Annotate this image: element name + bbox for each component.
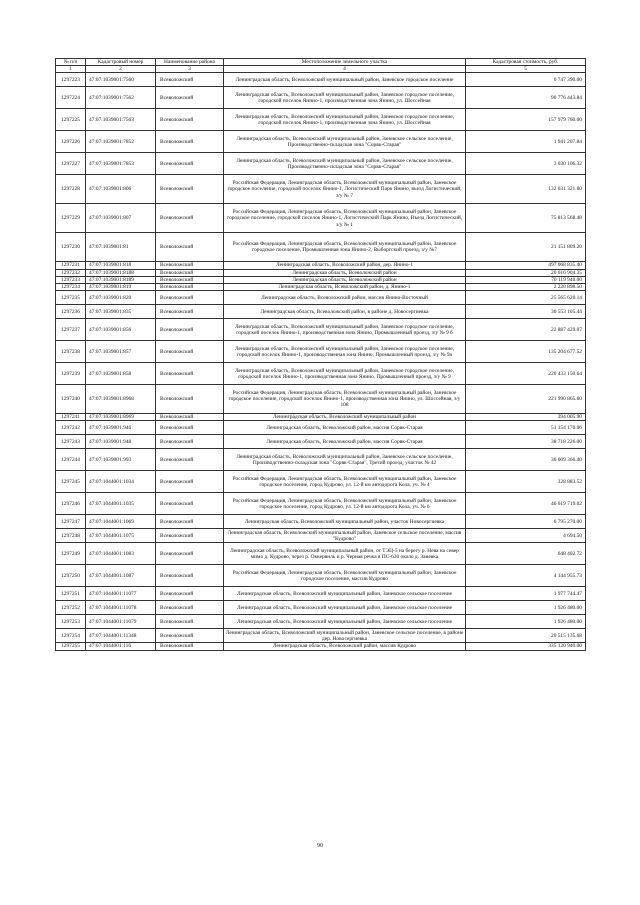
location-address: Ленинградская область, Всеволожский муниципальный район, Заневское сельское поселение, Производственно-складская зона "Сорвк-Старая"	[224, 131, 466, 153]
table-row	[56, 421, 586, 435]
location-address: Ленинградская область, Всеволожский муниципальный район, Заневское городское поселение, городской поселок Янино-1, производственная зона Янино, Промышленный проезд, з/у № 9а	[224, 341, 466, 363]
col-number-3: 3	[156, 66, 224, 73]
district-name: Всеволожский	[156, 269, 224, 276]
location-address: Ленинградская область, Всеволожский район, массив Сорвк-Старая	[224, 435, 466, 449]
row-number: 1297235	[56, 291, 86, 305]
district-name: Всеволожский	[156, 291, 224, 305]
kadastral-number: 47:07:1039001:857	[86, 341, 156, 363]
district-name: Всеволожский	[156, 109, 224, 131]
row-number: 1297240	[56, 385, 86, 414]
location-address: Российская Федерация, Ленинградская область, Всеволожский муниципальный район, Заневское городское поселение, городской поселок Янино-1, Логистический Парк Янино, Въезд Логистический, з/у № 1	[224, 204, 466, 233]
location-address: Ленинградская область, Всеволожский муниципальный район, участок Новосергиевка	[224, 515, 466, 529]
table-row	[56, 643, 586, 650]
location-address: Ленинградская область, Всеволожский муниципальный район, Заневское городское поселение, городской поселок Янино-1, производственная зона Янино, Промышленный проезд, з/у № 9	[224, 363, 466, 385]
location-address: Ленинградская область, Всеволожский район, дер. Янино-1	[224, 262, 466, 269]
cadastral-cost: 51 154 170.06	[466, 421, 586, 435]
district-name: Всеволожский	[156, 305, 224, 319]
row-number: 1297238	[56, 341, 86, 363]
cadastral-cost: 75 813 568.48	[466, 204, 586, 233]
location-address: Ленинградская область, Всеволожский район, массив Кудрово	[224, 643, 466, 650]
row-number: 1297230	[56, 233, 86, 262]
location-address: Ленинградская область, Всеволожский муниципальный район, Заневское городское поселение	[224, 73, 466, 87]
row-number: 1297234	[56, 284, 86, 291]
kadastral-number: 47:07:1039001:856	[86, 319, 156, 341]
kadastral-number: 47:07:1039001:807	[86, 204, 156, 233]
table-row	[56, 233, 586, 262]
col-number-2: 2	[86, 66, 156, 73]
district-name: Всеволожский	[156, 421, 224, 435]
district-name: Всеволожский	[156, 175, 224, 204]
kadastral-number: 47:07:1039001:819	[86, 284, 156, 291]
header-kadastral-number: Кадастровый номер	[86, 59, 156, 66]
district-name: Всеволожский	[156, 515, 224, 529]
district-name: Всеволожский	[156, 493, 224, 515]
location-address: Ленинградская область, Всеволожский муниципальный район, Заневское сельское поселение	[224, 615, 466, 629]
cadastral-cost: 2 220 898.50	[466, 284, 586, 291]
district-name: Всеволожский	[156, 363, 224, 385]
column-number-row	[56, 66, 586, 73]
row-number: 1297244	[56, 449, 86, 471]
table-row	[56, 305, 586, 319]
row-number: 1297236	[56, 305, 86, 319]
row-number: 1297229	[56, 204, 86, 233]
cadastral-cost: 1 926 480.00	[466, 601, 586, 615]
location-address: Ленинградская область, Всеволожский район, в районе д. Новосергиевка	[224, 305, 466, 319]
header-num: № п/п	[56, 59, 86, 66]
row-number: 1297224	[56, 87, 86, 109]
table-row	[56, 629, 586, 643]
kadastral-number: 47:07:1044001:11079	[86, 615, 156, 629]
district-name: Всеволожский	[156, 414, 224, 421]
location-address: Российская Федерация, Ленинградская область, Всеволожский муниципальный район, Заневское городское поселение, город Кудрово, ул. 12-й км автодорога Кола, уч. № 6	[224, 493, 466, 515]
kadastral-number: 47:07:1039001:7562	[86, 87, 156, 109]
district-name: Всеволожский	[156, 643, 224, 650]
cadastral-cost: 6 795 270.00	[466, 515, 586, 529]
table-row	[56, 109, 586, 131]
table-row	[56, 284, 586, 291]
location-address: Ленинградская область, Всеволожский район	[224, 269, 466, 276]
kadastral-number: 47:07:1044001:1083	[86, 543, 156, 565]
cadastral-cost: 1 941 207.84	[466, 131, 586, 153]
table-row	[56, 87, 586, 109]
kadastral-number: 47:07:1039001:948	[86, 435, 156, 449]
district-name: Всеволожский	[156, 543, 224, 565]
row-number: 1297251	[56, 587, 86, 601]
row-number: 1297253	[56, 615, 86, 629]
header-cost: Кадастровая стоимость, руб.	[466, 59, 586, 66]
table-row	[56, 587, 586, 601]
table-row	[56, 515, 586, 529]
kadastral-number: 47:07:1039001:8188	[86, 269, 156, 276]
cadastral-cost: 135 204 677.52	[466, 341, 586, 363]
location-address: Ленинградская область, Всеволожский муниципальный район	[224, 414, 466, 421]
kadastral-number: 47:07:1039001:818	[86, 262, 156, 269]
kadastral-number: 47:07:1044001:11078	[86, 601, 156, 615]
district-name: Всеволожский	[156, 262, 224, 269]
district-name: Всеволожский	[156, 131, 224, 153]
district-name: Всеволожский	[156, 587, 224, 601]
cadastral-cost: 335 120 940.00	[466, 643, 586, 650]
table-row	[56, 363, 586, 385]
location-address: Ленинградская область, Всеволожский муниципальный район, Заневское сельское поселение	[224, 601, 466, 615]
kadastral-number: 47:07:1039001:806	[86, 175, 156, 204]
district-name: Всеволожский	[156, 529, 224, 543]
table-row	[56, 341, 586, 363]
row-number: 1297228	[56, 175, 86, 204]
header-row	[56, 59, 586, 66]
kadastral-number: 47:07:1039001:7852	[86, 131, 156, 153]
table-row	[56, 319, 586, 341]
kadastral-number: 47:07:1039001:7853	[86, 153, 156, 175]
kadastral-number: 47:07:1039001:7563	[86, 109, 156, 131]
table-body	[56, 73, 586, 650]
district-name: Всеволожский	[156, 471, 224, 493]
cadastral-cost: 70 119 940.00	[466, 276, 586, 283]
location-address: Ленинградская область, Всеволожский район, массив Янино-Восточный	[224, 291, 466, 305]
table-row	[56, 615, 586, 629]
cadastral-cost: 157 979 760.00	[466, 109, 586, 131]
row-number: 1297248	[56, 529, 86, 543]
cadastral-cost: 394 005.90	[466, 414, 586, 421]
cadastral-cost: 4 144 955.73	[466, 565, 586, 587]
district-name: Всеволожский	[156, 565, 224, 587]
kadastral-number: 47:07:1044001:1034	[86, 471, 156, 493]
location-address: Ленинградская область, Всеволожский муниципальный район, Заневское сельское поселение, Производственно-складская зона "Сорвк-Старая"	[224, 153, 466, 175]
row-number: 1297247	[56, 515, 86, 529]
cadastral-cost: 497 068 835.40	[466, 262, 586, 269]
row-number: 1297226	[56, 131, 86, 153]
cadastral-cost: 36 009 366.40	[466, 449, 586, 471]
row-number: 1297250	[56, 565, 86, 587]
cadastral-cost: 20 616 904.35	[466, 269, 586, 276]
kadastral-number: 47:07:1044001:1087	[86, 565, 156, 587]
location-address: Российская Федерация, Ленинградская область, Всеволожский муниципальный район, Заневское городское поселение, город Кудрово, ул. 12-й км автодорога Кола, уч. № 4	[224, 471, 466, 493]
table-header	[56, 59, 586, 73]
table-row	[56, 414, 586, 421]
district-name: Всеволожский	[156, 615, 224, 629]
kadastral-number: 47:07:1039001:81	[86, 233, 156, 262]
cadastral-cost: 46 619 719.02	[466, 493, 586, 515]
row-number: 1297233	[56, 276, 86, 283]
row-number: 1297254	[56, 629, 86, 643]
table-row	[56, 435, 586, 449]
table-row	[56, 471, 586, 493]
location-address: Ленинградская область, Всеволожский муниципальный район, Заневское сельское поселение	[224, 587, 466, 601]
location-address: Российская Федерация, Ленинградская область, Всеволожский муниципальный район, Заневское городское поселение, городской поселок Янино-1, производственная зона Янино, ул. Шоссейная, з/у 108	[224, 385, 466, 414]
kadastral-number: 47:07:1044001:11077	[86, 587, 156, 601]
location-address: Ленинградская область, Всеволожский муниципальный район, Заневское сельское поселение, массив "Кудрово"	[224, 529, 466, 543]
location-address: Ленинградская область, Всеволожский муниципальный район, Заневское городское поселение, городской поселок Янино-1, производственная зона Янино, Промышленный проезд, з/у № 9 б	[224, 319, 466, 341]
cadastral-cost: 6 747 390.00	[466, 73, 586, 87]
table-row	[56, 601, 586, 615]
cadastral-cost: 132 631 321.60	[466, 175, 586, 204]
cadastral-cost: 20 515 135.68	[466, 629, 586, 643]
kadastral-number: 47:07:1039001:835	[86, 305, 156, 319]
cadastral-cost: 3 030 106.32	[466, 153, 586, 175]
cadastral-cost: 30 553 105.44	[466, 305, 586, 319]
location-address: Ленинградская область, Всеволожский муниципальный район, Заневское городское поселение, городской поселок Янино-1, производственная зона Янино, ул. Шоссейная	[224, 87, 466, 109]
cadastral-cost: 4 694.50	[466, 529, 586, 543]
table-row	[56, 493, 586, 515]
col-number-5: 5	[466, 66, 586, 73]
kadastral-number: 47:07:1044001:11348	[86, 629, 156, 643]
cadastral-cost: 221 990 865.60	[466, 385, 586, 414]
table-row	[56, 543, 586, 565]
location-address: Ленинградская область, Всеволожский муниципальный район, Заневское сельское поселение, Производственно-складская зона "Сорвк-Старая", Третий проезд, участок № 42	[224, 449, 466, 471]
col-number-1: 1	[56, 66, 86, 73]
row-number: 1297232	[56, 269, 86, 276]
row-number: 1297227	[56, 153, 86, 175]
location-address: Ленинградская область, Всеволожский район	[224, 276, 466, 283]
district-name: Всеволожский	[156, 276, 224, 283]
cadastral-cost: 648 402.72	[466, 543, 586, 565]
cadastral-cost: 38 718 226.00	[466, 435, 586, 449]
table-row	[56, 131, 586, 153]
location-address: Российская Федерация, Ленинградская область, Всеволожский муниципальный район, Заневское городское поселение, городской поселок Янино-1, Логистический Парк Янино, въезд Логистический, з/у № 7	[224, 175, 466, 204]
col-number-4: 4	[224, 66, 466, 73]
row-number: 1297231	[56, 262, 86, 269]
district-name: Всеволожский	[156, 284, 224, 291]
district-name: Всеволожский	[156, 629, 224, 643]
cadastral-cost: 21 151 809.20	[466, 233, 586, 262]
table-row	[56, 449, 586, 471]
district-name: Всеволожский	[156, 233, 224, 262]
row-number: 1297245	[56, 471, 86, 493]
kadastral-number: 47:07:1039001:820	[86, 291, 156, 305]
kadastral-number: 47:07:1039001:8968	[86, 385, 156, 414]
table-row	[56, 385, 586, 414]
district-name: Всеволожский	[156, 319, 224, 341]
kadastral-number: 47:07:1039001:7560	[86, 73, 156, 87]
table-row	[56, 262, 586, 269]
district-name: Всеволожский	[156, 385, 224, 414]
row-number: 1297241	[56, 414, 86, 421]
cadastral-cost: 22 887 429.07	[466, 319, 586, 341]
row-number: 1297246	[56, 493, 86, 515]
location-address: Ленинградская область, Всеволожский муниципальный район, от ТЭЦ-5 на берегу р. Нева на север мимо д. Кудрово, через р. Оккервиль и р. Черная речка в ПС-630 около д. Заневка	[224, 543, 466, 565]
row-number: 1297249	[56, 543, 86, 565]
location-address: Ленинградская область, Всеволожский район, д. Янино-1	[224, 284, 466, 291]
district-name: Всеволожский	[156, 87, 224, 109]
kadastral-number: 47:07:1039001:8969	[86, 414, 156, 421]
cadastral-cost: 1 926 480.00	[466, 615, 586, 629]
district-name: Всеволожский	[156, 204, 224, 233]
row-number: 1297237	[56, 319, 86, 341]
district-name: Всеволожский	[156, 153, 224, 175]
table-row	[56, 276, 586, 283]
kadastral-number: 47:07:1044001:1035	[86, 493, 156, 515]
table-row	[56, 269, 586, 276]
table-row	[56, 565, 586, 587]
cadastral-cost: 25 565 620.14	[466, 291, 586, 305]
cadastral-value-table	[55, 58, 586, 651]
kadastral-number: 47:07:1044001:116	[86, 643, 156, 650]
location-address: Ленинградская область, Всеволожский муниципальный район, Заневское сельское поселение, в районе дер. Новосергиевка	[224, 629, 466, 643]
district-name: Всеволожский	[156, 601, 224, 615]
row-number: 1297252	[56, 601, 86, 615]
kadastral-number: 47:07:1039001:8189	[86, 276, 156, 283]
kadastral-number: 47:07:1039001:993	[86, 449, 156, 471]
cadastral-cost: 90 776 443.84	[466, 87, 586, 109]
table-row	[56, 73, 586, 87]
location-address: Ленинградская область, Всеволожский муниципальный район, Заневское городское поселение, городской поселок Янино-1, производственная зона Янино, ул. Шоссейная	[224, 109, 466, 131]
header-district: Наименование района	[156, 59, 224, 66]
district-name: Всеволожский	[156, 341, 224, 363]
location-address: Ленинградская область, Всеволожский район, массив Сорвк-Старая	[224, 421, 466, 435]
row-number: 1297239	[56, 363, 86, 385]
cadastral-cost: 220 433 150.64	[466, 363, 586, 385]
kadastral-number: 47:07:1039001:946	[86, 421, 156, 435]
cadastral-cost: 1 977 744.47	[466, 587, 586, 601]
district-name: Всеволожский	[156, 449, 224, 471]
row-number: 1297243	[56, 435, 86, 449]
table-row	[56, 204, 586, 233]
kadastral-number: 47:07:1044001:1069	[86, 515, 156, 529]
header-location: Местоположение земельного участка	[224, 59, 466, 66]
row-number: 1297255	[56, 643, 86, 650]
district-name: Всеволожский	[156, 73, 224, 87]
registry-sheet	[55, 58, 585, 651]
row-number: 1297225	[56, 109, 86, 131]
kadastral-number: 47:07:1039001:858	[86, 363, 156, 385]
page-number: 90	[317, 843, 323, 849]
row-number: 1297242	[56, 421, 86, 435]
district-name: Всеволожский	[156, 435, 224, 449]
location-address: Российская Федерация, Ленинградская область, Всеволожский муниципальный район, Заневское городское поселение, Промышленная зона Янино-2, Выборгский проезд, з/у №7	[224, 233, 466, 262]
cadastral-cost: 328 883.52	[466, 471, 586, 493]
table-row	[56, 529, 586, 543]
table-row	[56, 153, 586, 175]
location-address: Российская Федерация, Ленинградская область, Всеволожский муниципальный район, Заневское городское поселение, массив Кудрово	[224, 565, 466, 587]
kadastral-number: 47:07:1044001:1075	[86, 529, 156, 543]
row-number: 1297223	[56, 73, 86, 87]
table-row	[56, 291, 586, 305]
table-row	[56, 175, 586, 204]
